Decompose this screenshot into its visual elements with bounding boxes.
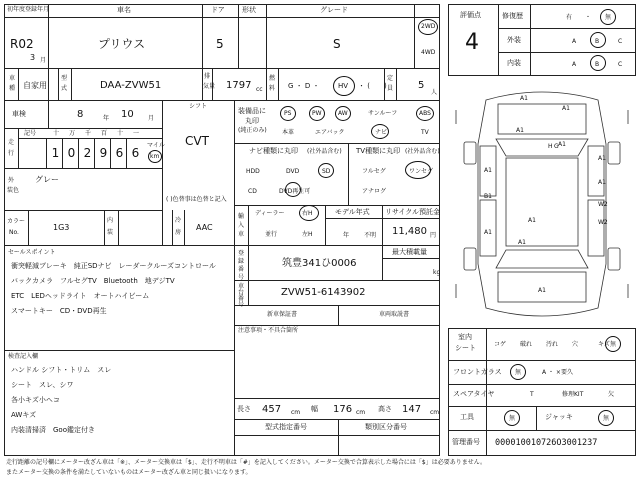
recycle-label: リサイクル預託金 bbox=[385, 208, 441, 216]
exterior-grade-label: 外装 bbox=[507, 36, 521, 44]
diagram-mark: G bbox=[554, 143, 559, 150]
navi-cd: CD bbox=[248, 188, 257, 195]
exterior-note: ( )色替事は色替と記入 bbox=[166, 196, 227, 203]
diagram-mark: A1 bbox=[516, 127, 524, 134]
interior-sheet-none: 無 bbox=[610, 341, 617, 348]
navi-hdd: HDD bbox=[246, 168, 260, 175]
model-sub: 式 bbox=[61, 85, 68, 92]
displacement: 1797 bbox=[226, 80, 252, 91]
sales-points-label: セールスポイント bbox=[8, 249, 56, 256]
registration-number: 筑豊341ひ0006 bbox=[282, 258, 357, 269]
inspector-line-5: 内装清掃済 Goo鑑定付き bbox=[11, 426, 95, 434]
doc-manual: 車両取説書 bbox=[379, 311, 410, 318]
exterior-color: グレー bbox=[35, 175, 59, 184]
equip-abs: ABS bbox=[419, 110, 431, 117]
diagram-mark: A1 bbox=[598, 155, 606, 162]
jack-label: ジャッキ bbox=[545, 413, 573, 421]
registration-label: 登録番号 bbox=[238, 250, 245, 281]
navi-label-sub: (社外品含む) bbox=[307, 148, 342, 155]
equipment-label-sub: (純正のみ) bbox=[238, 127, 267, 134]
interior-sheet-item: キズ bbox=[598, 341, 610, 348]
interior-sub: 装 bbox=[107, 229, 114, 236]
exterior-grade-a: A bbox=[572, 38, 577, 45]
equipment-label: 装備品に bbox=[238, 107, 266, 115]
repair-no: 無 bbox=[605, 14, 612, 21]
fuel-other: ・ ( ) bbox=[358, 82, 387, 90]
car-name-label: 車名 bbox=[117, 6, 131, 14]
interior-grade-a: A bbox=[572, 61, 577, 68]
mileage-place-label: 一 bbox=[133, 130, 140, 137]
mileage-note-label: 記号 bbox=[24, 130, 37, 137]
model-year-unit: 年 bbox=[343, 232, 350, 239]
height-unit: cm bbox=[430, 409, 440, 416]
interior-sheet-label: 室内 bbox=[458, 333, 472, 341]
shape-label: 形状 bbox=[242, 6, 256, 14]
shift: CVT bbox=[185, 134, 209, 148]
tools-value: 無 bbox=[509, 415, 516, 422]
type-number-label: 型式指定番号 bbox=[265, 423, 307, 431]
navi-label: ナビ種類に丸印 bbox=[249, 147, 298, 155]
width: 176 bbox=[333, 404, 353, 415]
sales-line-1: 衝突軽減ブレーキ 純正SDナビ レーダークルーズコントロール bbox=[11, 262, 216, 270]
navi-dvdplay: DVD再生可 bbox=[279, 188, 311, 195]
equip-ps: PS bbox=[284, 110, 292, 117]
exterior-grade-c: C bbox=[618, 38, 623, 45]
diagram-mark: A1 bbox=[538, 287, 546, 294]
notes-label: 注意事項・不具合箇所 bbox=[238, 327, 299, 334]
car-name: プリウス bbox=[98, 37, 146, 51]
type-value: 自家用 bbox=[23, 81, 47, 90]
class-number-label: 類別区分番号 bbox=[365, 423, 407, 431]
capacity: 5 bbox=[418, 80, 425, 91]
equip-tv: TV bbox=[421, 129, 429, 136]
interior-sheet-item: 破れ bbox=[520, 341, 533, 348]
mileage-place-label: 十 bbox=[117, 130, 124, 137]
interior-grade-b: B bbox=[595, 61, 600, 68]
displacement-unit: cc bbox=[256, 86, 263, 93]
footer-line-2: またメーター交換の条件を満たしていないものはメーター改ざん車と同じ扱いになります。 bbox=[6, 469, 252, 476]
load-unit: kg bbox=[433, 269, 441, 276]
recycle-unit: 円 bbox=[430, 232, 437, 239]
inspection-year-unit: 年 bbox=[103, 115, 110, 122]
exterior-label-bottom: 装色 bbox=[7, 187, 20, 194]
tv-analog: アナログ bbox=[362, 188, 387, 195]
interior-label: 内 bbox=[107, 217, 114, 224]
color-code-label: カラー bbox=[7, 218, 26, 225]
chassis-number: ZVW51-6143902 bbox=[281, 287, 366, 298]
load-label: 最大積載量 bbox=[392, 248, 427, 256]
diagram-mark: A1 bbox=[598, 179, 606, 186]
equip-airbag: エアバック bbox=[315, 129, 345, 136]
score: 4 bbox=[465, 30, 479, 55]
navi-sd: SD bbox=[322, 168, 331, 175]
displacement-sub: 気量 bbox=[203, 83, 216, 90]
mileage-digit: 2 bbox=[83, 146, 92, 160]
interior-sheet-label-2: シート bbox=[455, 344, 476, 352]
model: DAA-ZVW51 bbox=[100, 80, 162, 91]
tv-label: TV種類に丸印 bbox=[356, 147, 401, 155]
diagram-mark: A1 bbox=[484, 229, 492, 236]
repair-sep: ・ bbox=[585, 14, 592, 21]
diagram-mark: H bbox=[548, 143, 553, 150]
displacement-label: 排 bbox=[204, 73, 211, 80]
length-unit: cm bbox=[291, 409, 301, 416]
spare-none: 欠 bbox=[608, 391, 615, 398]
shift-label: シフト bbox=[189, 103, 208, 110]
steering-right: 右H bbox=[302, 210, 313, 217]
interior-grade-c: C bbox=[618, 61, 623, 68]
inspector-line-1: ハンドル シフト・トリム スレ bbox=[11, 366, 112, 374]
equip-sunroof: サンルーフ bbox=[368, 110, 398, 117]
sales-line-2: バックカメラ フルセグTV Bluetooth 地デジTV bbox=[11, 277, 175, 285]
mileage-digit: 0 bbox=[67, 146, 76, 160]
management-label: 管理番号 bbox=[452, 438, 480, 446]
equip-pw: PW bbox=[312, 110, 322, 117]
grade: S bbox=[333, 37, 341, 51]
capacity-unit: 人 bbox=[431, 89, 438, 96]
fuel-label: 燃 bbox=[269, 75, 276, 82]
import-label: 輸入車 bbox=[238, 213, 245, 238]
tools-label: 工具 bbox=[460, 413, 474, 421]
cooler: AAC bbox=[196, 223, 213, 232]
diagram-mark: B1 bbox=[484, 193, 492, 200]
score-label: 評価点 bbox=[460, 11, 481, 19]
capacity-sub: 員 bbox=[387, 85, 394, 92]
front-glass-none: 無 bbox=[515, 369, 522, 376]
fuel-options: G ・ D ・ bbox=[288, 82, 320, 90]
width-label: 幅 bbox=[311, 405, 318, 413]
month-unit: 月 bbox=[40, 57, 47, 64]
doors: 5 bbox=[216, 37, 224, 51]
diagram-mark: A1 bbox=[562, 105, 570, 112]
tv-label-sub: (社外品含む) bbox=[405, 148, 440, 155]
diagram-mark: A1 bbox=[528, 217, 536, 224]
doc-warranty: 新車保証書 bbox=[267, 311, 298, 318]
import-dealer: ディーラー bbox=[255, 210, 285, 217]
repair-label: 修復歴 bbox=[502, 12, 523, 20]
equipment-label-2: 丸印 bbox=[245, 117, 259, 125]
chassis-label: 車台番号 bbox=[238, 283, 245, 308]
height-label: 高さ bbox=[378, 405, 392, 413]
inspector-notes-label: 検査記入欄 bbox=[8, 353, 39, 360]
model-year-unknown: 不明 bbox=[364, 232, 377, 239]
sales-line-4: スマートキー CD・DVD再生 bbox=[11, 307, 107, 315]
equip-navi: ナビ bbox=[375, 129, 388, 136]
cooler-sub: 房 bbox=[175, 229, 182, 236]
diagram-mark: W2 bbox=[598, 201, 608, 208]
inspector-line-3: 各小キズ小ヘコ bbox=[11, 396, 60, 404]
mileage-digit: 1 bbox=[51, 146, 60, 160]
front-glass-options: A ・ ×要久 bbox=[542, 369, 573, 376]
type-label: 車 bbox=[9, 75, 16, 82]
footer-line-1: 走行距離の記号欄にメーター改ざん車は「※」、メーター交換車は「$」、走行不明車は「#」を記入してください。メーター交換で合算表示した場合には「$」は必要ありません。 bbox=[6, 459, 487, 466]
fuel-selected: HV bbox=[338, 82, 349, 90]
diagram-mark: A1 bbox=[518, 239, 526, 246]
diagram-mark: W2 bbox=[598, 219, 608, 226]
interior-sheet-item: コゲ bbox=[494, 341, 507, 348]
color-code-sub: No. bbox=[9, 229, 19, 236]
mileage-place-label: 千 bbox=[85, 130, 92, 137]
door-label: ドア bbox=[211, 6, 225, 14]
mileage-digit: 6 bbox=[115, 146, 124, 160]
steering-left: 左H bbox=[302, 231, 313, 238]
equip-leather: 本革 bbox=[282, 129, 295, 136]
fuel-sub: 料 bbox=[269, 85, 276, 92]
inspector-line-2: シート スレ、シワ bbox=[11, 381, 74, 389]
height: 147 bbox=[402, 404, 422, 415]
drive-4wd: 4WD bbox=[421, 49, 436, 56]
mileage-digit: 9 bbox=[99, 146, 108, 160]
exterior-label-top: 外 bbox=[8, 177, 15, 184]
length-label: 長さ bbox=[237, 405, 251, 413]
mileage-place-label: 十 bbox=[53, 130, 60, 137]
import-parallel: 並行 bbox=[265, 231, 278, 238]
spare-t: T bbox=[530, 391, 534, 398]
cooler-label: 冷 bbox=[175, 217, 182, 224]
grade-label: グレード bbox=[320, 6, 348, 14]
inspection-month: 10 bbox=[121, 109, 134, 120]
type-sub: 種 bbox=[9, 85, 16, 92]
mileage-label-top: 走 bbox=[8, 139, 15, 146]
car-diagram bbox=[448, 84, 636, 324]
diagram-mark: A1 bbox=[484, 167, 492, 174]
capacity-label: 定 bbox=[387, 75, 394, 82]
recycle-amount: 11,480 bbox=[392, 226, 427, 237]
tv-fullseg: フルセグ bbox=[362, 168, 386, 175]
mileage-label-bottom: 行 bbox=[8, 150, 15, 157]
inspection-year: 8 bbox=[77, 109, 84, 120]
diagram-mark: A1 bbox=[520, 95, 528, 102]
tv-oneseg: ワンセグ bbox=[409, 168, 434, 175]
spare-tire-label: スペアタイヤ bbox=[453, 390, 495, 398]
unit-km: km bbox=[150, 153, 160, 160]
jack-value: 無 bbox=[603, 415, 610, 422]
model-year-label: モデル年式 bbox=[335, 208, 370, 216]
interior-sheet-item: 穴 bbox=[572, 341, 579, 348]
length: 457 bbox=[262, 404, 282, 415]
navi-dvd: DVD bbox=[286, 168, 300, 175]
width-unit: cm bbox=[356, 409, 366, 416]
color-code: 1G3 bbox=[53, 223, 70, 232]
spare-kit: 修理KIT bbox=[562, 391, 584, 398]
first-reg-era: R02 bbox=[10, 37, 34, 51]
mileage-place-label: 百 bbox=[101, 130, 108, 137]
diagram-mark: A1 bbox=[558, 141, 566, 148]
first-reg-month: 3 bbox=[30, 53, 36, 62]
inspection-label: 車検 bbox=[12, 110, 26, 118]
interior-grade-label: 内装 bbox=[507, 59, 521, 67]
inspection-month-unit: 月 bbox=[148, 115, 155, 122]
drive-2wd: 2WD bbox=[421, 23, 436, 30]
mileage-place-label: 万 bbox=[69, 130, 76, 137]
front-glass-label: フロントガラス bbox=[453, 368, 502, 376]
exterior-grade-b: B bbox=[595, 38, 600, 45]
first-reg-label: 初年度登録年月 bbox=[7, 6, 50, 13]
interior-sheet-item: 汚れ bbox=[546, 341, 559, 348]
mileage-digit: 6 bbox=[131, 146, 140, 160]
inspector-line-4: AWキズ bbox=[11, 411, 37, 419]
equip-aw: AW bbox=[338, 110, 348, 117]
management-number: 000010010726O3001237 bbox=[495, 438, 598, 448]
model-label: 型 bbox=[61, 75, 68, 82]
repair-yes: 有 bbox=[566, 14, 573, 21]
unit-mile: マイル bbox=[147, 142, 165, 149]
sales-line-3: ETC LEDヘッドライト オートハイビーム bbox=[11, 292, 150, 300]
